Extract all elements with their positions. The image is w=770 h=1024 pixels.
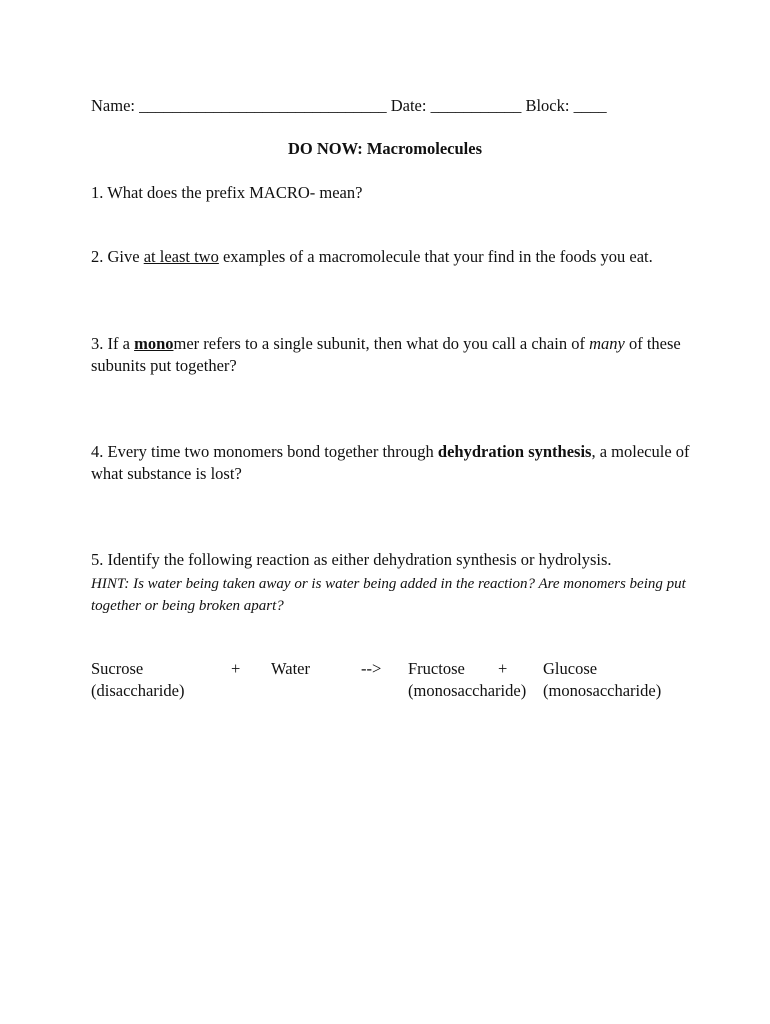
date-label: Date: bbox=[390, 96, 427, 115]
reaction-water: Water bbox=[271, 659, 310, 678]
date-field[interactable]: ___________ bbox=[430, 96, 522, 115]
question-3 bbox=[91, 333, 691, 377]
reaction-arrow: --> bbox=[361, 659, 382, 678]
question-2-pre: 2. Give bbox=[91, 247, 144, 266]
reaction-sucrose bbox=[91, 658, 184, 702]
glucose-type: (monosaccharide) bbox=[543, 681, 662, 700]
question-3-many: many bbox=[589, 334, 625, 353]
reaction-plus-2: + bbox=[498, 659, 508, 678]
question-1: 1. What does the prefix MACRO- mean? bbox=[91, 183, 363, 202]
reaction-plus-1: + bbox=[231, 659, 241, 678]
sucrose-type: (disaccharide) bbox=[91, 681, 185, 700]
question-4-pre: 4. Every time two monomers bond together through bbox=[91, 442, 438, 461]
question-4-bold: dehydration synthesis bbox=[437, 442, 592, 461]
block-label: Block: bbox=[525, 96, 570, 115]
fructose-type: (monosaccharide) bbox=[408, 681, 527, 700]
question-2 bbox=[91, 246, 691, 268]
student-info-line bbox=[91, 95, 607, 117]
question-2-post: examples of a macromolecule that your find in the foods you eat. bbox=[218, 247, 653, 266]
question-5-hint: HINT: Is water being taken away or is water being added in the reaction? Are monomers being put together or being broken apart? bbox=[91, 576, 686, 614]
question-3-mid: mer refers to a single subunit, then what do you call a chain of bbox=[173, 334, 590, 353]
fructose-label: Fructose bbox=[408, 659, 465, 678]
question-5: 5. Identify the following reaction as either dehydration synthesis or hydrolysis. bbox=[91, 550, 612, 569]
page-title: DO NOW: Macromolecules bbox=[288, 139, 482, 158]
name-field[interactable]: ______________________________ bbox=[139, 96, 387, 115]
question-4-post: , a molecule of what substance is lost? bbox=[91, 442, 690, 483]
question-3-mono: mono bbox=[134, 334, 174, 353]
glucose-label: Glucose bbox=[543, 659, 598, 678]
reaction-fructose bbox=[408, 658, 526, 702]
name-label: Name: bbox=[91, 96, 135, 115]
block-field[interactable]: ____ bbox=[573, 96, 607, 115]
question-2-underlined: at least two bbox=[143, 247, 219, 266]
question-3-pre: 3. If a bbox=[91, 334, 135, 353]
question-3-post: of these subunits put together? bbox=[91, 334, 681, 375]
question-4 bbox=[91, 441, 691, 485]
sucrose-label: Sucrose bbox=[91, 659, 144, 678]
reaction-glucose bbox=[543, 658, 661, 702]
